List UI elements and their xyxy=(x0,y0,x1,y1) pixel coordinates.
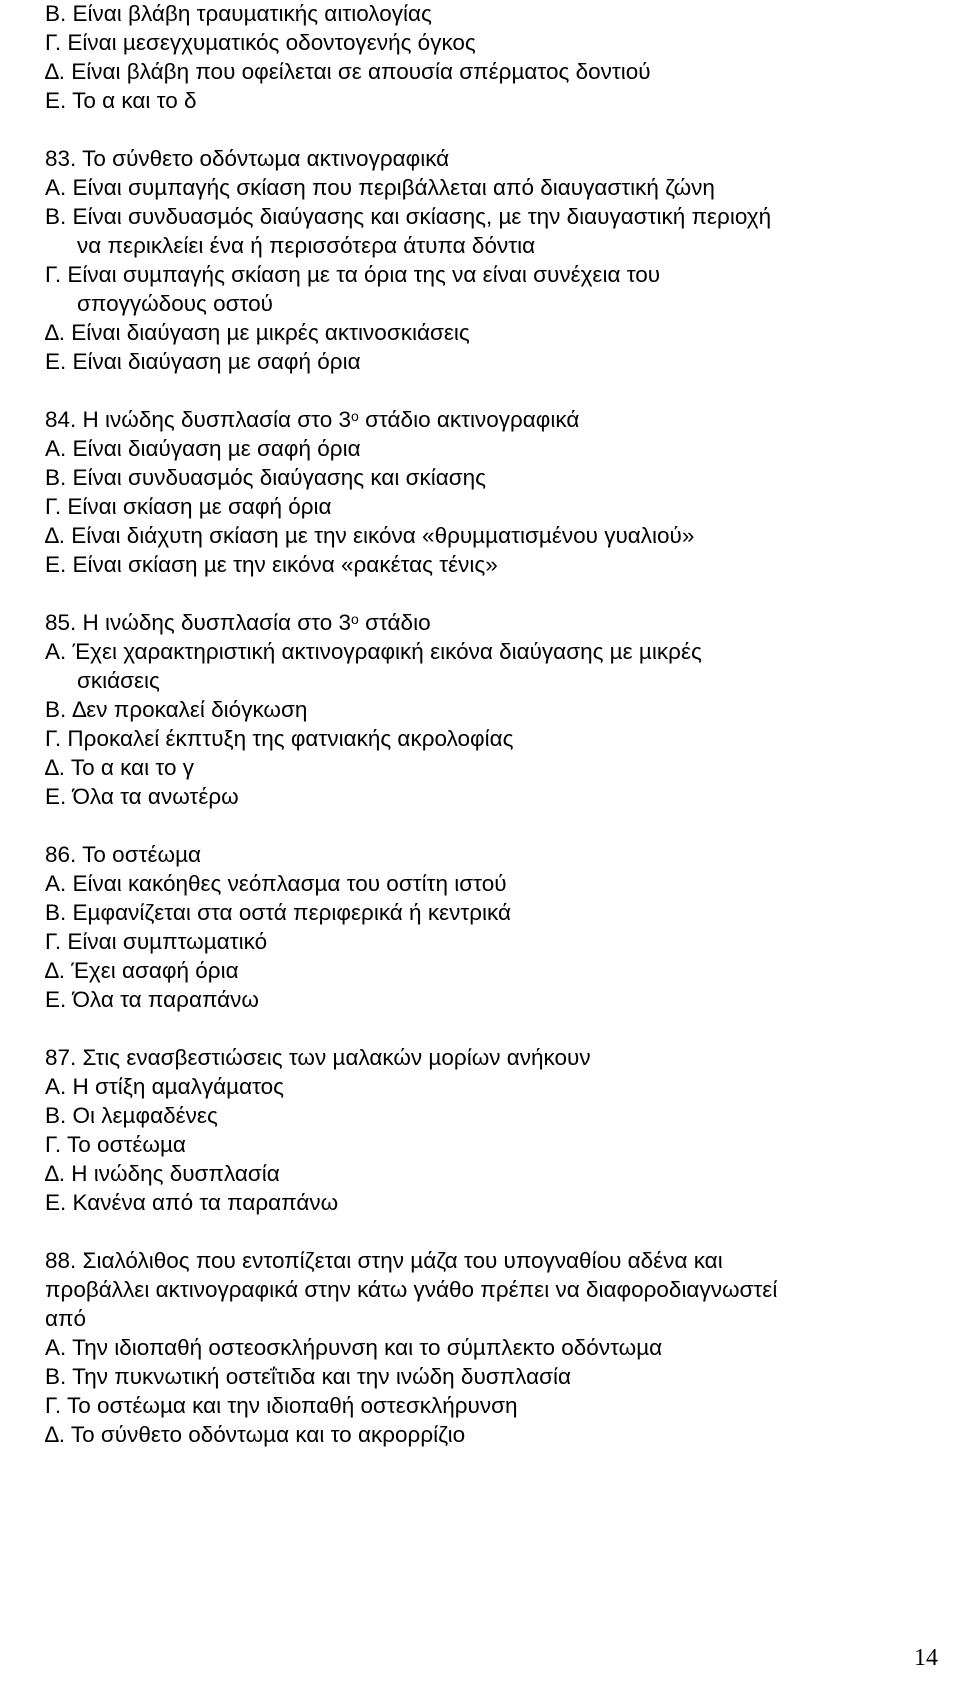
question-88-continued: προβάλλει ακτινογραφικά στην κάτω γνάθο πρέπει να διαφοροδιαγνωστεί xyxy=(45,1277,778,1302)
question-number: 83. xyxy=(45,146,77,171)
q86-option-a: Α. Είναι κακόηθες νεόπλασµα του οστίτη ιστού xyxy=(45,871,507,896)
q84-option-d: ∆. Είναι διάχυτη σκίαση µε την εικόνα «θρυµµατισµένου γυαλιού» xyxy=(45,523,695,548)
question-text-rest: στάδιο xyxy=(358,610,431,635)
q87-option-b: Β. Οι λεµφαδένες xyxy=(45,1103,218,1128)
q85-option-e: Ε. Όλα τα ανωτέρω xyxy=(45,784,239,809)
option-c-previous: Γ. Είναι µεσεγχυµατικός οδοντογενής όγκος xyxy=(45,30,476,55)
question-84 xyxy=(45,406,579,434)
question-text: Σιαλόλιθος που εντοπίζεται στην µάζα του υπογναθίου αδένα και xyxy=(82,1248,723,1273)
page-number: 14 xyxy=(914,1645,938,1671)
question-85 xyxy=(45,609,431,637)
q87-option-e: Ε. Κανένα από τα παραπάνω xyxy=(45,1190,339,1215)
question-83 xyxy=(45,145,449,173)
question-number: 85. xyxy=(45,610,77,635)
question-number: 84. xyxy=(45,407,77,432)
q83-option-e: Ε. Είναι διαύγαση µε σαφή όρια xyxy=(45,349,361,374)
ordinal-superscript: ο xyxy=(351,611,359,627)
q84-option-b: Β. Είναι συνδυασµός διαύγασης και σκίασης xyxy=(45,465,486,490)
q85-option-d: ∆. Το α και το γ xyxy=(45,755,194,780)
question-88 xyxy=(45,1247,723,1275)
question-text: Η ινώδης δυσπλασία στο 3 xyxy=(82,407,352,432)
q83-option-d: ∆. Είναι διαύγαση µε µικρές ακτινοσκιάσεις xyxy=(45,320,470,345)
q85-option-c: Γ. Προκαλεί έκπτυξη της φατνιακής ακρολοφίας xyxy=(45,726,514,751)
q85-option-b: Β. ∆εν προκαλεί διόγκωση xyxy=(45,697,308,722)
q88-option-a: Α. Την ιδιοπαθή οστεοσκλήρυνση και το σύµπλεκτο οδόντωµα xyxy=(45,1335,663,1360)
question-text-rest: στάδιο ακτινογραφικά xyxy=(358,407,580,432)
option-e-previous: Ε. Το α και το δ xyxy=(45,88,197,113)
q83-option-b: Β. Είναι συνδυασµός διαύγασης και σκίασης, µε την διαυγαστική περιοχή xyxy=(45,204,772,229)
question-text: Το οστέωµα xyxy=(82,842,202,867)
question-number: 86. xyxy=(45,842,77,867)
q88-option-c: Γ. Το οστέωµα και την ιδιοπαθή οστεσκλήρυνση xyxy=(45,1393,518,1418)
q84-option-e: Ε. Είναι σκίαση µε την εικόνα «ρακέτας τένις» xyxy=(45,552,498,577)
q85-option-a: Α. Έχει χαρακτηριστική ακτινογραφική εικόνα διαύγασης µε µικρές xyxy=(45,639,702,664)
q83-option-c: Γ. Είναι συµπαγής σκίαση µε τα όρια της να είναι συνέχεια του xyxy=(45,262,661,287)
q87-option-c: Γ. Το οστέωµα xyxy=(45,1132,186,1157)
q86-option-e: Ε. Όλα τα παραπάνω xyxy=(45,987,259,1012)
question-text: Το σύνθετο οδόντωµα ακτινογραφικά xyxy=(82,146,450,171)
q88-option-d: ∆. Το σύνθετο οδόντωµα και το ακρορρίζιο xyxy=(45,1422,466,1447)
q83-option-a: Α. Είναι συµπαγής σκίαση που περιβάλλεται από διαυγαστική ζώνη xyxy=(45,175,715,200)
q83-option-c-continued: σπογγώδους οστού xyxy=(77,291,273,316)
q88-option-b: Β. Την πυκνωτική οστεΐτιδα και την ινώδη δυσπλασία xyxy=(45,1364,571,1389)
q84-option-a: Α. Είναι διαύγαση µε σαφή όρια xyxy=(45,436,361,461)
question-number: 87. xyxy=(45,1045,77,1070)
question-text: Στις ενασβεστιώσεις των µαλακών µορίων ανήκουν xyxy=(82,1045,591,1070)
q86-option-c: Γ. Είναι συµπτωµατικό xyxy=(45,929,268,954)
question-86 xyxy=(45,841,201,869)
q84-option-c: Γ. Είναι σκίαση µε σαφή όρια xyxy=(45,494,332,519)
q86-option-b: Β. Εµφανίζεται στα οστά περιφερικά ή κεντρικά xyxy=(45,900,512,925)
q87-option-d: ∆. Η ινώδης δυσπλασία xyxy=(45,1161,280,1186)
ordinal-superscript: ο xyxy=(351,408,359,424)
question-87 xyxy=(45,1044,591,1072)
question-number: 88. xyxy=(45,1248,77,1273)
q83-option-b-continued: να περικλείει ένα ή περισσότερα άτυπα δόντια xyxy=(77,233,536,258)
q87-option-a: Α. Η στίξη αµαλγάµατος xyxy=(45,1074,285,1099)
question-88-continued-2: από xyxy=(45,1306,87,1331)
q85-option-a-continued: σκιάσεις xyxy=(77,668,160,693)
option-d-previous: ∆. Είναι βλάβη που οφείλεται σε απουσία σπέρµατος δοντιού xyxy=(45,59,651,84)
question-text: Η ινώδης δυσπλασία στο 3 xyxy=(82,610,352,635)
q86-option-d: ∆. Έχει ασαφή όρια xyxy=(45,958,239,983)
option-b-previous: Β. Είναι βλάβη τραυµατικής αιτιολογίας xyxy=(45,1,432,26)
